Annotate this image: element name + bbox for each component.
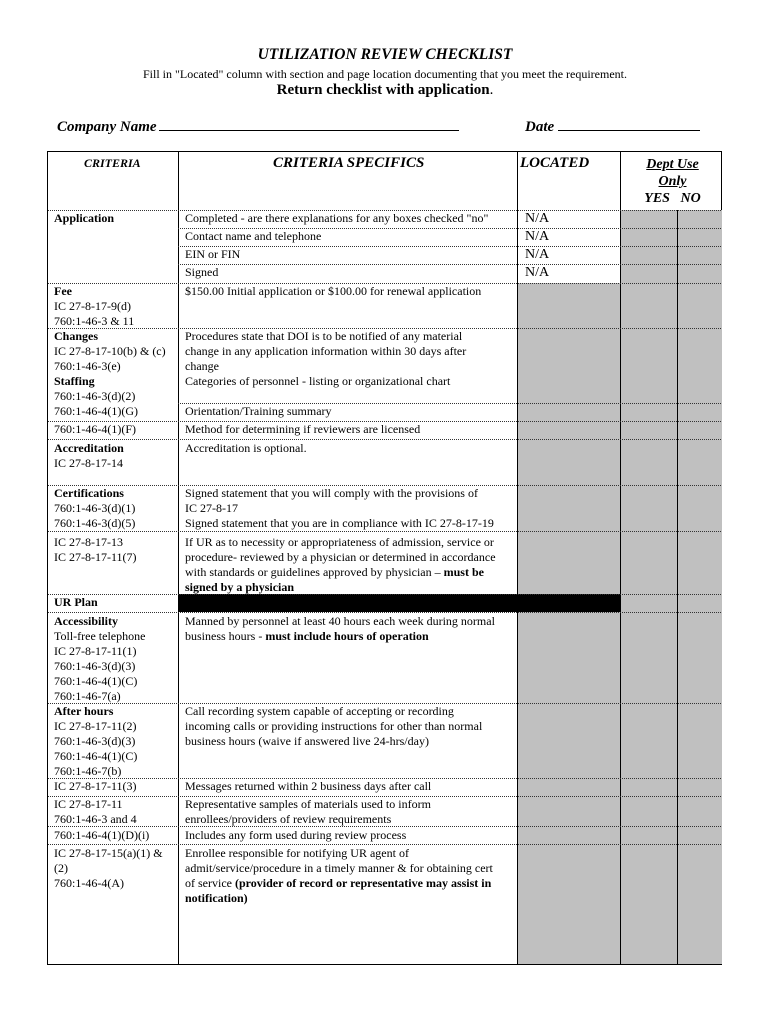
spec-text: change — [185, 359, 219, 373]
company-name-field[interactable] — [57, 118, 459, 136]
checklist-table — [47, 151, 722, 965]
spec-necessity: If UR as to necessity or appropriateness of admission, service or — [185, 535, 494, 549]
criteria-ref: 760:1-46-3(d)(3) — [54, 734, 136, 748]
spec-text: enrollees/providers of review requirements — [185, 812, 392, 826]
spec-changes: Procedures state that DOI is to be notified of any material — [185, 329, 463, 343]
date-field[interactable] — [525, 118, 700, 136]
criteria-fee: Fee — [54, 284, 72, 298]
spec-reviewers: Method for determining if reviewers are licensed — [185, 422, 421, 436]
criteria-ref: IC 27-8-17-11(2) — [54, 719, 137, 733]
date-label: Date — [525, 119, 555, 135]
return-note: Return checklist with application. — [276, 82, 494, 98]
criteria-ref: 760:1-46-4(1)(D)(i) — [54, 828, 150, 842]
criteria-staffing: Staffing — [54, 374, 95, 388]
located-na[interactable]: N/A — [525, 211, 550, 226]
header-located: LOCATED — [520, 155, 590, 171]
criteria-ref: IC 27-8-17-11(1) — [54, 644, 137, 658]
criteria-ref: IC 27-8-17-11(7) — [54, 550, 137, 564]
located-na[interactable]: N/A — [525, 265, 550, 280]
spec-comply: Signed statement that you will comply with the provisions of — [185, 486, 478, 500]
spec-text: of service (provider of record or representative may assist in — [185, 876, 492, 890]
criteria-accreditation: Accreditation — [54, 441, 124, 455]
located-na[interactable]: N/A — [525, 247, 550, 262]
spec-text: change in any application information within 30 days after — [185, 344, 467, 358]
spec-samples: Representative samples of materials used to inform — [185, 797, 431, 811]
criteria-ref: 760:1-46-3 & 11 — [54, 314, 135, 328]
spec-enrollee: Enrollee responsible for notifying UR agent of — [185, 846, 409, 860]
dept-yes-column[interactable] — [621, 210, 677, 964]
spec-text: business hours (waive if answered live 24-hrs/day) — [185, 734, 429, 748]
spec-text: incoming calls or providing instructions for other than normal — [185, 719, 483, 733]
spec-text: with standards or guidelines approved by physician – must be — [185, 565, 484, 579]
criteria-ref: 760:1-46-3 and 4 — [54, 812, 137, 826]
criteria-ur-plan: UR Plan — [54, 595, 98, 609]
criteria-ref: IC 27-8-17-15(a)(1) & — [54, 846, 163, 860]
criteria-ref: 760:1-46-7(b) — [54, 764, 122, 778]
criteria-ref: 760:1-46-3(d)(1) — [54, 501, 136, 515]
located-na[interactable]: N/A — [525, 229, 550, 244]
dept-no-column[interactable] — [678, 210, 722, 964]
criteria-ref: 760:1-46-7(a) — [54, 689, 121, 703]
spec-accreditation: Accreditation is optional. — [185, 441, 307, 455]
criteria-ref: (2) — [54, 861, 68, 875]
criteria-ref: IC 27-8-17-11(3) — [54, 779, 137, 793]
company-name-label: Company Name — [57, 119, 157, 135]
criteria-application: Application — [54, 211, 115, 225]
criteria-ref: 760:1-46-4(1)(C) — [54, 674, 138, 688]
header-criteria: CRITERIA — [84, 156, 141, 170]
criteria-ref: 760:1-46-3(d)(3) — [54, 659, 136, 673]
spec-ein: EIN or FIN — [185, 247, 241, 261]
spec-text: notification) — [185, 891, 248, 905]
criteria-ref: 760:1-46-3(e) — [54, 359, 121, 373]
criteria-ref: IC 27-8-17-11 — [54, 797, 123, 811]
spec-text: IC 27-8-17 — [185, 501, 238, 515]
page-title: UTILIZATION REVIEW CHECKLIST — [257, 46, 513, 63]
spec-review-forms: Includes any form used during review process — [185, 828, 407, 842]
criteria-certifications: Certifications — [54, 486, 124, 500]
spec-text: procedure- reviewed by a physician or determined in accordance — [185, 550, 496, 564]
header-criteria-specifics: CRITERIA SPECIFICS — [273, 155, 425, 171]
criteria-ref: IC 27-8-17-14 — [54, 456, 123, 470]
spec-orientation: Orientation/Training summary — [185, 404, 332, 418]
criteria-ref: Toll-free telephone — [54, 629, 146, 643]
spec-fee: $150.00 Initial application or $100.00 for renewal application — [185, 284, 482, 298]
spec-text: business hours - must include hours of operation — [185, 629, 429, 643]
header-dept-use: Dept Use Only YES NO — [644, 157, 701, 206]
criteria-ref: 760:1-46-4(1)(F) — [54, 422, 136, 436]
criteria-ref: 760:1-46-3(d)(5) — [54, 516, 136, 530]
located-shaded-lower — [518, 612, 621, 964]
spec-contact: Contact name and telephone — [185, 229, 322, 243]
criteria-changes: Changes — [54, 329, 99, 343]
spec-personnel: Categories of personnel - listing or organizational chart — [185, 374, 451, 388]
spec-signed: Signed — [185, 265, 219, 279]
ur-plan-bar — [179, 594, 621, 612]
criteria-ref: 760:1-46-4(1)(C) — [54, 749, 138, 763]
spec-compliance: Signed statement that you are in compliance with IC 27-8-17-19 — [185, 516, 494, 530]
spec-call-recording: Call recording system capable of accepting or recording — [185, 704, 454, 718]
spec-manned: Manned by personnel at least 40 hours each week during normal — [185, 614, 495, 628]
criteria-accessibility: Accessibility — [54, 614, 118, 628]
criteria-ref: 760:1-46-4(A) — [54, 876, 124, 890]
criteria-ref: IC 27-8-17-10(b) & (c) — [54, 344, 166, 358]
spec-messages: Messages returned within 2 business days after call — [185, 779, 432, 793]
date-line[interactable] — [558, 118, 700, 131]
criteria-ref: 760:1-46-4(1)(G) — [54, 404, 138, 418]
spec-completed: Completed - are there explanations for any boxes checked "no" — [185, 211, 489, 225]
spec-text: admit/service/procedure in a timely manner & for obtaining cert — [185, 861, 493, 875]
spec-text: signed by a physician — [185, 580, 295, 594]
criteria-ref: IC 27-8-17-9(d) — [54, 299, 131, 313]
criteria-ref: 760:1-46-3(d)(2) — [54, 389, 136, 403]
company-name-line[interactable] — [159, 118, 459, 131]
instruction-text: Fill in "Located" column with section and page location documenting that you meet the requirement. — [142, 67, 627, 81]
criteria-ref: IC 27-8-17-13 — [54, 535, 123, 549]
criteria-after-hours: After hours — [54, 704, 114, 718]
